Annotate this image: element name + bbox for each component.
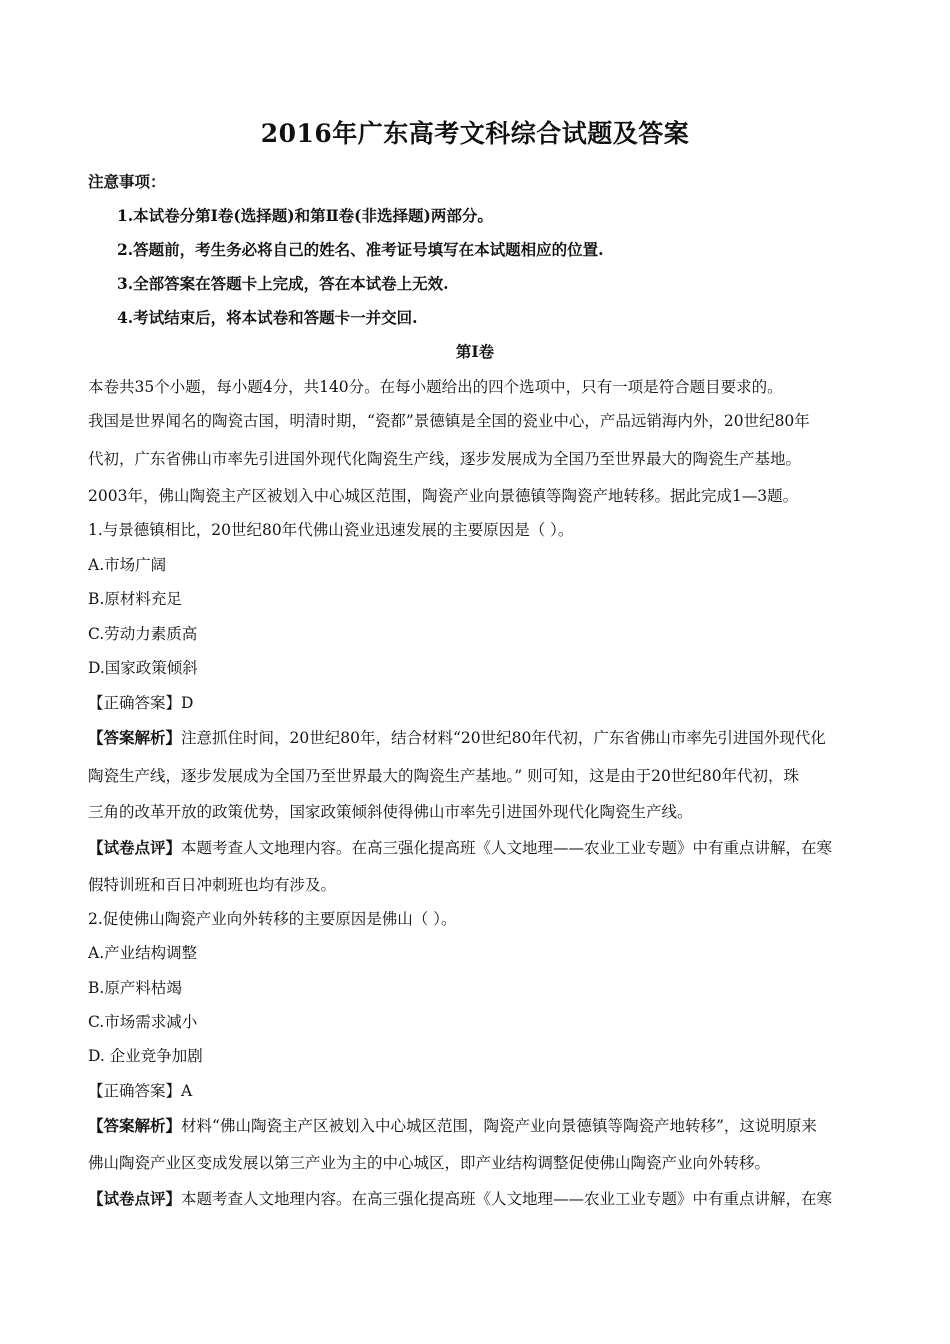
analysis-label: 【答案解析】 [88,728,182,747]
review-text: 本题考查人文地理内容。在高三强化提高班《人文地理——农业工业专题》中有重点讲解，在寒 [181,1190,833,1208]
q1-analysis-line: 陶瓷生产线，逐步发展成为全国乃至世界最大的陶瓷生产基地。” 则可知，这是由于20世纪80年代初，珠 [88,767,800,785]
analysis-text: 材料“佛山陶瓷主产区被划入中心城区范围，陶瓷产业向景德镇等陶瓷产地转移”，这说明原来 [181,1117,817,1135]
analysis-text: 注意抓住时间，20世纪80年，结合材料“20世纪80年代初，广东省佛山市率先引进国外现代化 [181,729,826,747]
question-2: 2.促使佛山陶瓷产业向外转移的主要原因是佛山（ ）。 [88,910,457,928]
q2-review [88,1189,868,1209]
notice-item: 3.全部答案在答题卡上完成，答在本试卷上无效. [117,274,449,293]
q1-review [88,838,868,858]
notice-heading: 注意事项： [88,172,166,191]
q1-option-c: C.劳动力素质高 [88,625,198,643]
q1-option-a: A.市场广阔 [88,556,167,574]
q1-review-line: 假特训班和百日冲刺班也均有涉及。 [88,876,337,894]
section-title: 第Ⅰ卷 [455,342,495,361]
analysis-label: 【答案解析】 [88,1116,182,1135]
q2-option-c: C.市场需求减小 [88,1013,198,1031]
notice-item: 4.考试结束后，将本试卷和答题卡一并交回. [117,308,418,327]
q2-analysis [88,1116,868,1136]
q2-analysis-line: 佛山陶瓷产业区变成发展以第三产业为主的中心城区，即产业结构调整促使佛山陶瓷产业向外转移。 [88,1154,771,1172]
q1-answer: 【正确答案】D [88,694,194,712]
material-line: 我国是世界闻名的陶瓷古国，明清时期，“瓷都”景德镇是全国的瓷业中心，产品远销海内外，20世纪80年 [88,412,810,430]
section-intro: 本卷共35个小题，每小题4分，共140分。在每小题给出的四个选项中，只有一项是符合题目要求的。 [88,378,783,396]
document-title: 2016年广东高考文科综合试题及答案 [260,119,690,148]
notice-item: 1.本试卷分第Ⅰ卷(选择题)和第Ⅱ卷(非选择题)两部分。 [117,206,493,225]
q1-analysis [88,728,868,748]
q2-option-d: D. 企业竞争加剧 [88,1047,203,1065]
q2-option-a: A.产业结构调整 [88,944,198,962]
q1-analysis-line: 三角的改革开放的政策优势，国家政策倾斜使得佛山市率先引进国外现代化陶瓷生产线。 [88,803,693,821]
q2-answer: 【正确答案】A [88,1082,193,1100]
material-line: 代初，广东省佛山市率先引进国外现代化陶瓷生产线，逐步发展成为全国乃至世界最大的陶瓷生产基地。 [88,450,802,468]
question-1: 1.与景德镇相比，20世纪80年代佛山瓷业迅速发展的主要原因是（ ）。 [88,521,574,539]
q1-option-b: B.原材料充足 [88,590,182,608]
review-text: 本题考查人文地理内容。在高三强化提高班《人文地理——农业工业专题》中有重点讲解，在寒 [181,839,833,857]
notice-item: 2.答题前，考生务必将自己的姓名、准考证号填写在本试题相应的位置. [117,240,604,259]
review-label: 【试卷点评】 [88,1189,182,1208]
q1-option-d: D.国家政策倾斜 [88,659,198,677]
review-label: 【试卷点评】 [88,838,182,857]
q2-option-b: B.原产料枯竭 [88,979,182,997]
material-line: 2003年，佛山陶瓷主产区被划入中心城区范围，陶瓷产业向景德镇等陶瓷产地转移。据此完成1—3题。 [88,487,799,505]
